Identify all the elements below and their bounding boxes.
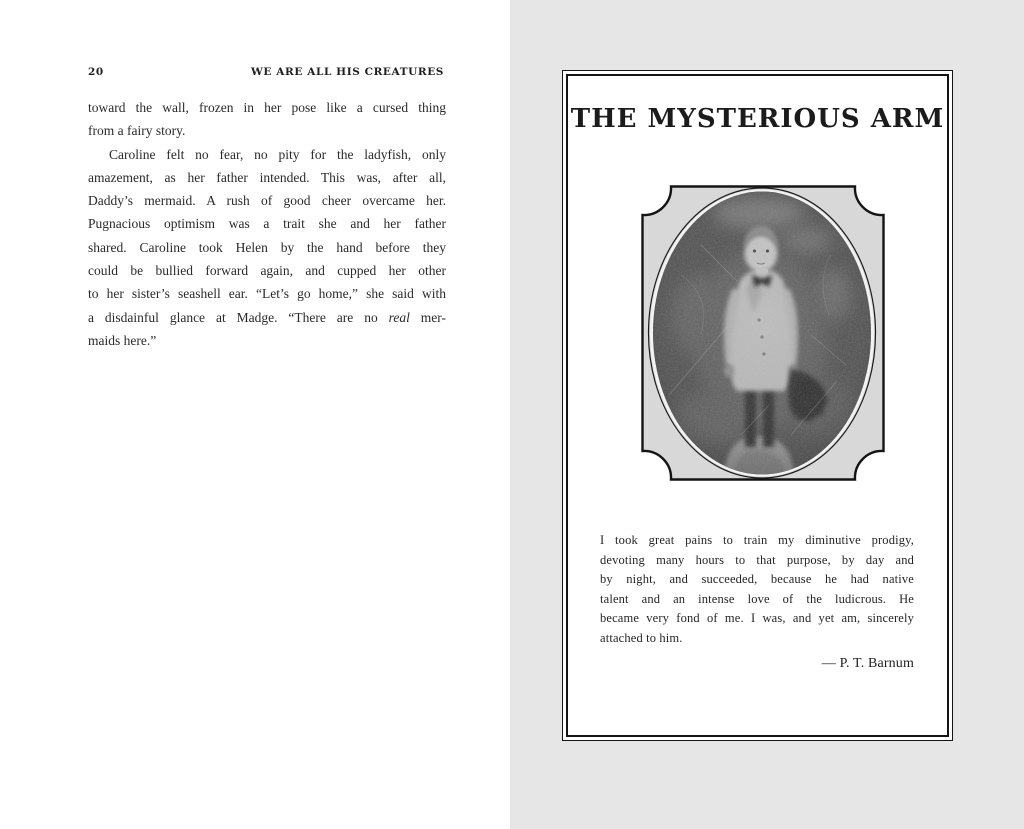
paragraph (88, 143, 446, 353)
right-page (510, 0, 1024, 829)
quote-attribution: — P. T. Barnum (821, 655, 914, 671)
chapter-title: THE MYSTERIOUS ARM (570, 104, 945, 134)
text-line: Pugnacious optimism was a trait she and her father (88, 216, 446, 232)
photo-frame (641, 185, 885, 481)
left-body-text (88, 96, 446, 352)
text-line: amazement, as her father intended. This was, after all, (88, 169, 446, 185)
barnum-quote (600, 531, 914, 673)
page-number: 20 (88, 66, 104, 78)
text-line: a disdainful glance at Madge. “There are no real mer- (88, 309, 446, 325)
running-head: WE ARE ALL HIS CREATURES (251, 66, 444, 78)
left-page (0, 0, 510, 829)
boy-portrait-photo (641, 185, 885, 481)
quote-line: devoting many hours to that purpose, by day and (600, 552, 914, 567)
text-line: maids here.” (88, 332, 157, 348)
text-line: shared. Caroline took Helen by the hand before they (88, 239, 446, 255)
quote-lines (600, 531, 914, 649)
paragraph (88, 96, 446, 143)
chapter-panel (562, 70, 953, 741)
left-page-header (88, 66, 444, 78)
quote-line: by night, and succeeded, because he had native (600, 572, 914, 587)
text-line: could be bullied forward again, and cupped her other (88, 263, 446, 279)
text-line: toward the wall, frozen in her pose like a cursed thing (88, 100, 446, 115)
quote-line: attached to him. (600, 630, 683, 645)
text-line: from a fairy story. (88, 123, 186, 139)
text-line: Daddy’s mermaid. A rush of good cheer overcame her. (88, 193, 446, 209)
quote-line: talent and an intense love of the ludicrous. He (600, 591, 914, 606)
quote-line: became very fond of me. I was, and yet am, sincerely (600, 611, 914, 626)
quote-line: I took great pains to train my diminutive prodigy, (600, 533, 914, 547)
text-line: Caroline felt no fear, no pity for the ladyfish, only (109, 146, 446, 162)
text-line: to her sister’s seashell ear. “Let’s go home,” she said with (88, 286, 446, 302)
